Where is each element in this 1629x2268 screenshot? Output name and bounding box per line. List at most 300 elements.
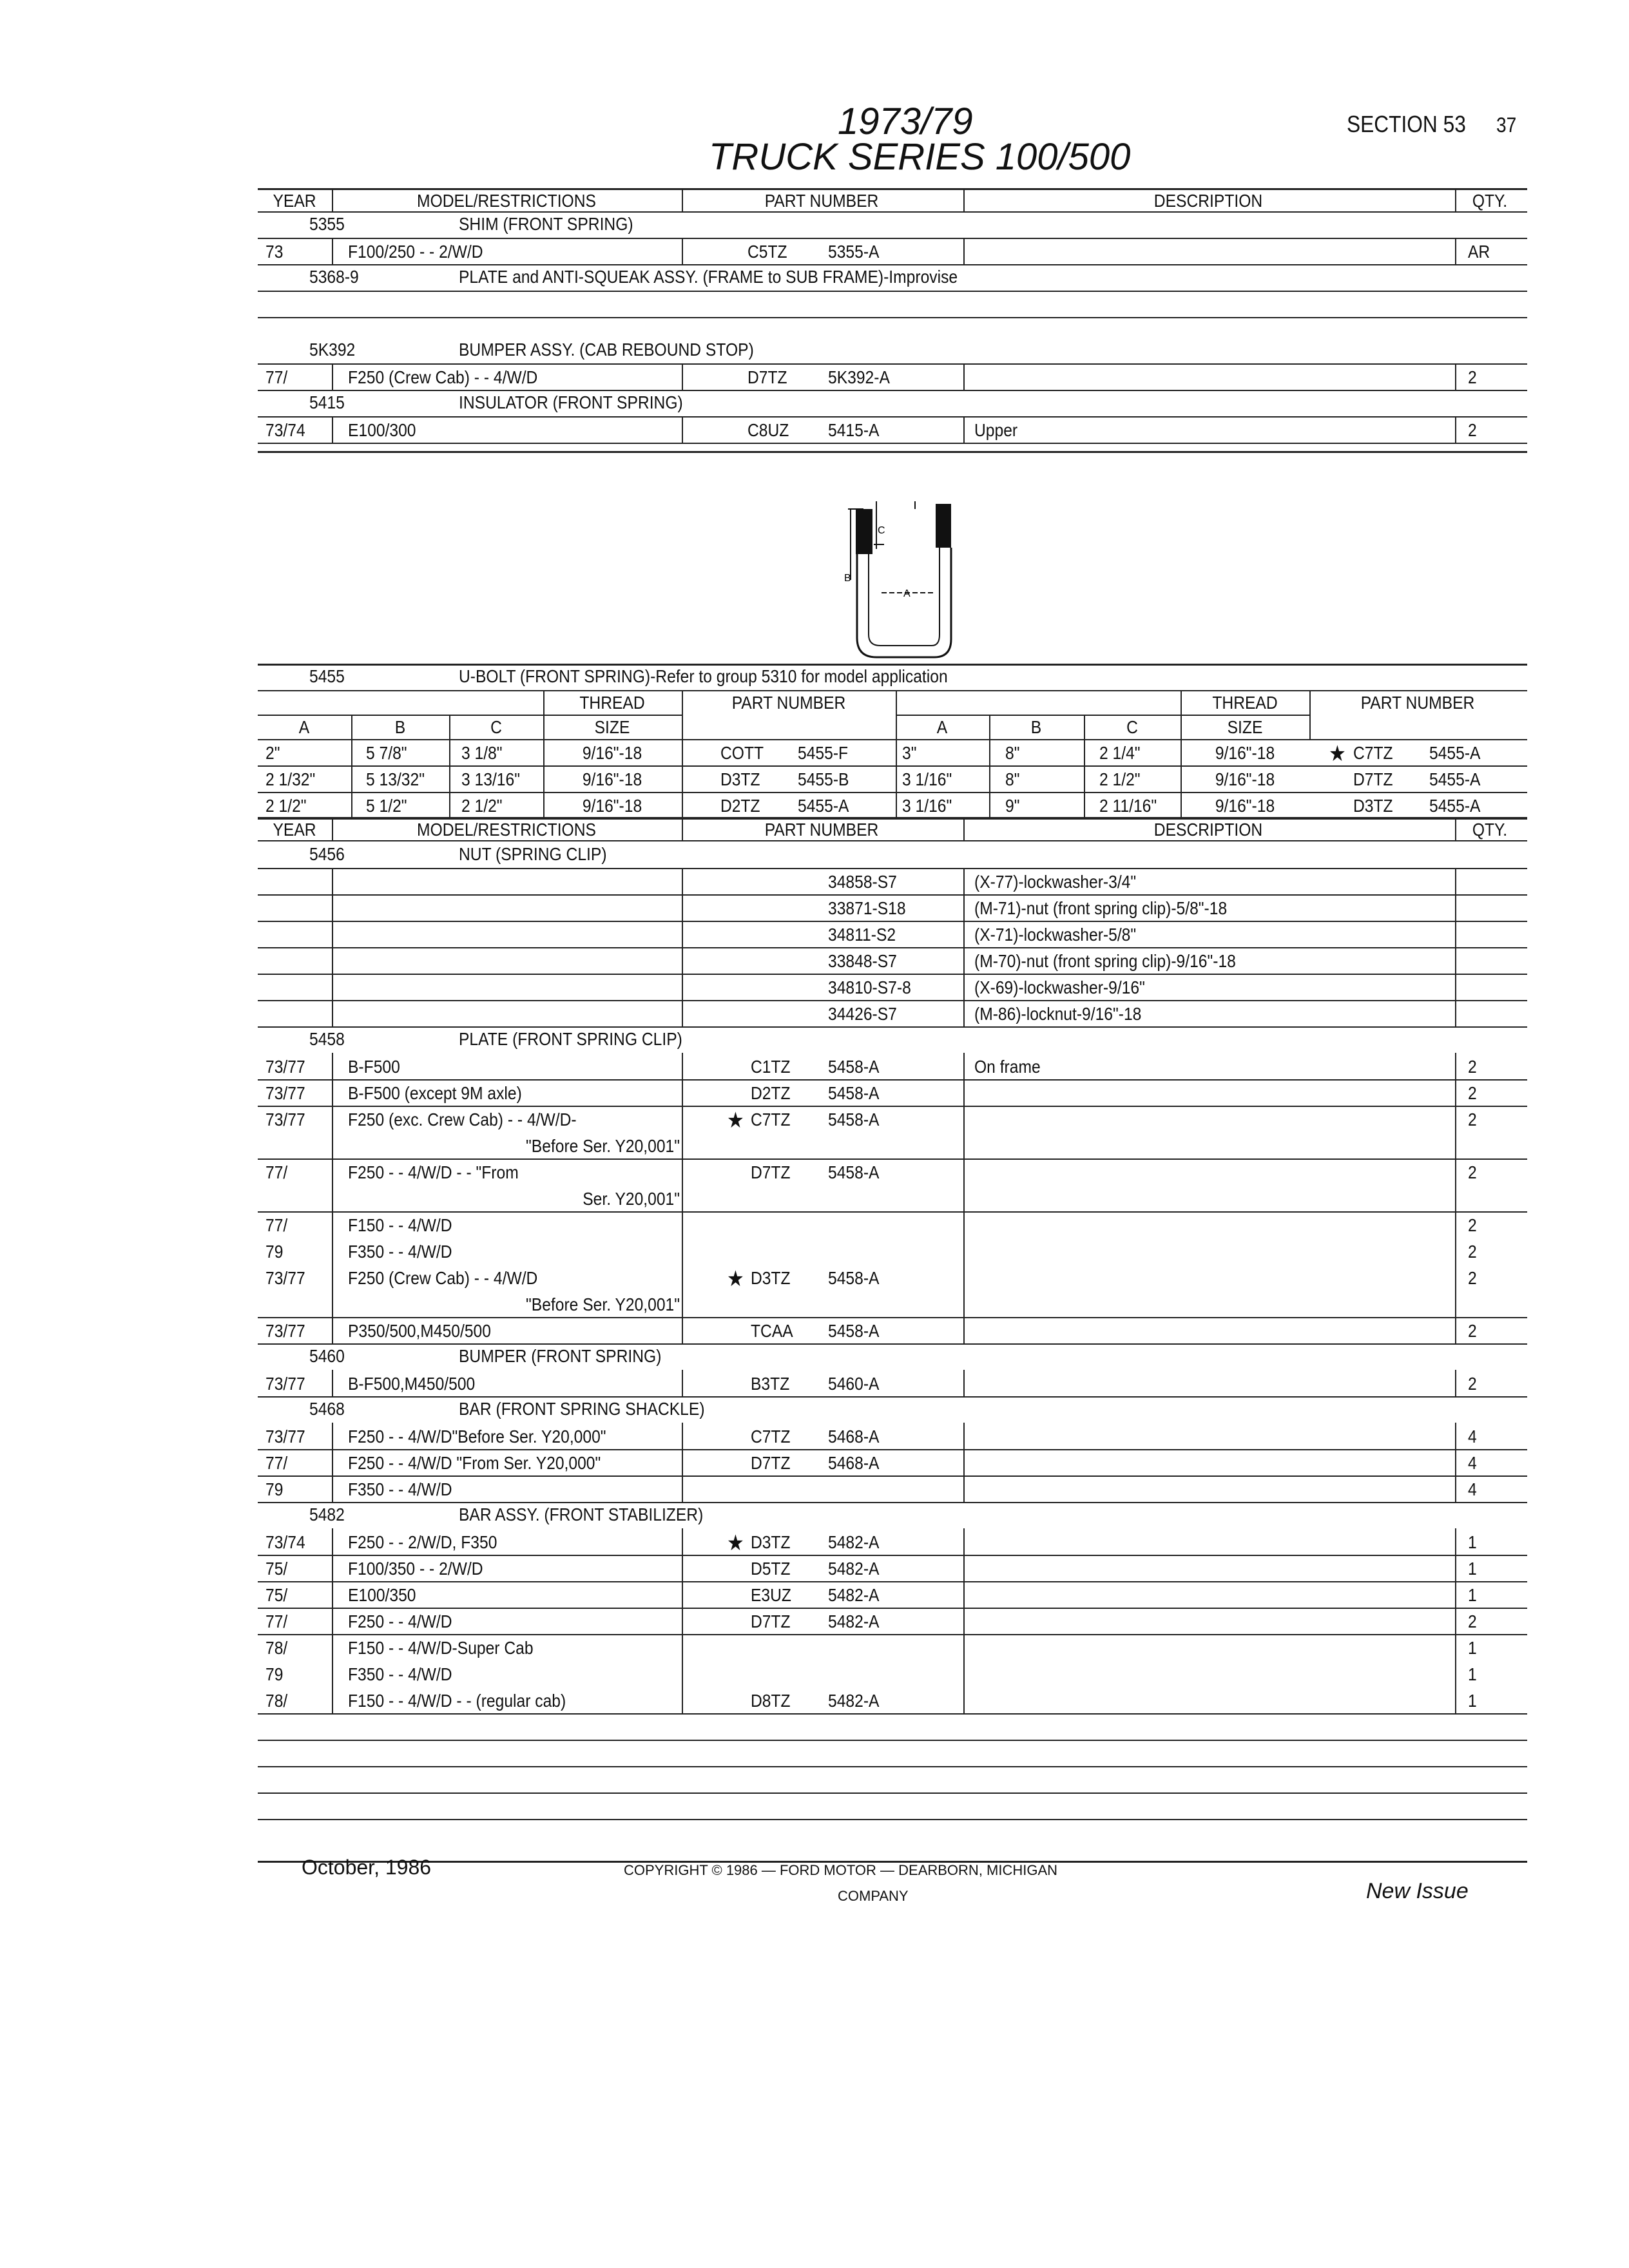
row-divider [963,1264,965,1317]
blank-rule [258,1740,1527,1741]
section-label: SECTION 53 [1347,111,1466,137]
row-divider [1455,947,1456,974]
ubolt-left-thread: 9/16"-18 [582,769,642,789]
row-part-base: 5458-A [828,1162,880,1182]
ubolt-row-divider [682,765,683,792]
ubolt-row-divider [682,739,683,765]
row-divider [963,1634,965,1660]
row-divider [1455,1634,1456,1660]
ubolt-row-divider [989,739,990,765]
row-divider [332,1106,333,1158]
row-divider [963,1053,965,1079]
row-divider [1455,1106,1456,1158]
row-year: 73/74 [265,420,305,440]
bottom-header-bottom-rule [258,840,1527,841]
row-divider [332,1475,333,1502]
row-divider [682,1528,683,1555]
row-divider [332,1555,333,1581]
row-divider [1455,363,1456,390]
row-year: 77/ [265,1162,288,1182]
ubolt-row-divider [543,739,545,765]
top-col-model: MODEL/RESTRICTIONS [417,191,596,211]
row-year: 73/77 [265,1083,305,1103]
top-col-qty: QTY. [1472,191,1508,211]
ubolt-header-divider [351,715,352,739]
row-divider [332,894,333,921]
ubolt-left-b: 5 1/2" [366,796,407,816]
row-divider [332,1423,333,1449]
ubolt-code: 5455 [309,666,345,686]
ubolt-row-divider [1084,792,1085,818]
ubolt-right-c: 2 1/2" [1099,769,1141,789]
row-qty: 2 [1468,1374,1477,1394]
row-divider [682,1555,683,1581]
row-divider [332,974,333,1000]
ubolt-col-c-left: C [490,717,502,737]
bottom-col-year: YEAR [273,820,316,840]
page-number: 37 [1496,113,1517,137]
ubolt-right-part-prefix: D3TZ [1353,796,1393,816]
group-name: INSULATOR (FRONT SPRING) [459,392,683,412]
ubolt-row-divider [896,739,897,765]
row-part-base: 5482-A [828,1559,880,1579]
row-year: 73/77 [265,1427,305,1446]
row-divider [682,1581,683,1608]
row-divider [1455,1370,1456,1396]
row-divider [1455,974,1456,1000]
row-divider [963,1581,965,1608]
row-divider [332,1000,333,1026]
u-bolt-outline [857,548,951,657]
group-code: 5482 [309,1504,345,1524]
row-qty: 2 [1468,1268,1477,1288]
group-name: PLATE (FRONT SPRING CLIP) [459,1029,682,1049]
ubolt-header-divider [682,690,683,739]
row-part-prefix: C7TZ [751,1110,791,1129]
row-divider [963,1370,965,1396]
nut-description: (X-69)-lockwasher-9/16" [974,977,1145,997]
row-qty: 2 [1468,1611,1477,1631]
row-divider [332,363,333,390]
row-model: F100/350 - - 2/W/D [348,1559,483,1579]
row-part-base: 5458-A [828,1057,880,1077]
new-part-star-icon: ★ [727,1108,744,1133]
row-rule [258,1608,1527,1609]
ubolt-right-part-base: 5455-A [1429,743,1481,763]
row-divider [1455,1158,1456,1211]
row-rule [258,1634,1527,1635]
top-header-top-rule [258,188,1527,190]
row-divider [963,1449,965,1475]
row-divider [1455,416,1456,443]
row-divider [1455,1238,1456,1264]
row-divider [332,1687,333,1713]
row-rule [258,1317,1527,1318]
row-divider [963,868,965,894]
row-rule [258,1026,1527,1028]
row-divider [963,1687,965,1713]
row-model: F150 - - 4/W/D-Super Cab [348,1638,534,1658]
row-year: 73/77 [265,1374,305,1394]
row-year: 78/ [265,1691,288,1711]
group-code: 5456 [309,844,345,864]
ubolt-row-divider [1181,765,1182,792]
group-code: 5368-9 [309,267,359,287]
ubolt-left-a: 2" [265,743,280,763]
ubolt-left-part-base: 5455-B [798,769,849,789]
ubolt-right-a: 3" [902,743,917,763]
ubolt-left-a: 2 1/2" [265,796,307,816]
row-qty: 2 [1468,1083,1477,1103]
row-rule [258,1343,1527,1345]
ubolt-row-divider [1181,792,1182,818]
u-bolt-left-thread [856,509,872,554]
ubolt-left-part-base: 5455-F [798,743,849,763]
group-code: 5458 [309,1029,345,1049]
ubolt-subheader-rule-left [258,715,682,716]
row-part-base: 5K392-A [828,367,890,387]
row-divider [963,238,965,264]
row-divider [963,1608,965,1634]
row-divider [963,1158,965,1211]
row-divider [963,1106,965,1158]
row-divider [963,1211,965,1238]
nut-part-number: 34810-S7-8 [828,977,911,997]
group-name: BUMPER (FRONT SPRING) [459,1346,662,1366]
nut-part-number: 33848-S7 [828,951,897,971]
row-divider [682,1370,683,1396]
row-part-base: 5458-A [828,1268,880,1288]
nut-description: (M-70)-nut (front spring clip)-9/16"-18 [974,951,1236,971]
row-year: 73/77 [265,1110,305,1129]
row-year: 77/ [265,1453,288,1473]
ubolt-row-divider [351,739,352,765]
row-part-base: 5482-A [828,1611,880,1631]
row-divider [963,894,965,921]
ubolt-left-part-base: 5455-A [798,796,849,816]
row-rule [258,1079,1527,1081]
row-divider [332,238,333,264]
ubolt-row-divider [989,765,990,792]
row-qty: AR [1468,242,1490,262]
ubolt-col-c-right: C [1126,717,1138,737]
ubolt-name: U-BOLT (FRONT SPRING)-Refer to group 5310 for model application [459,666,948,686]
row-divider [963,1000,965,1026]
ubolt-row-divider [449,765,450,792]
ubolt-part-number-right: PART NUMBER [1360,693,1475,713]
row-rule [258,974,1527,975]
nut-part-number: 33871-S18 [828,898,906,918]
ubolt-left-c: 2 1/2" [461,796,503,816]
row-model: F250 - - 4/W/D"Before Ser. Y20,000" [348,1427,606,1446]
row-divider [963,1423,965,1449]
ubolt-row-divider [543,792,545,818]
row-model: F150 - - 4/W/D [348,1215,452,1235]
row-rule [258,921,1527,922]
group-name: BAR ASSY. (FRONT STABILIZER) [459,1504,704,1524]
ubolt-right-thread: 9/16"-18 [1215,743,1275,763]
row-divider [963,921,965,947]
ubolt-row-divider [896,765,897,792]
row-divider [332,1370,333,1396]
bottom-header-divider [682,817,683,840]
top-section-end-rule [258,451,1527,453]
nut-group-title-rule [258,868,1527,869]
row-divider [963,947,965,974]
row-model: P350/500,M450/500 [348,1321,491,1341]
row-divider [332,1317,333,1343]
ubolt-right-a: 3 1/16" [902,769,952,789]
ubolt-row-divider [896,792,897,818]
row-divider [682,1211,683,1238]
row-year: 77/ [265,367,288,387]
row-model: F350 - - 4/W/D [348,1664,452,1684]
row-rule [258,390,1527,391]
row-divider [1455,921,1456,947]
ubolt-title-rule [258,690,1527,691]
row-part-prefix: E3UZ [751,1585,791,1605]
bottom-col-part-number: PART NUMBER [764,820,879,840]
row-rule [258,1502,1527,1503]
row-divider [332,1211,333,1238]
nut-part-number: 34858-S7 [828,872,897,892]
ubolt-size-right: SIZE [1227,717,1263,737]
page-title-year: 1973/79 [838,101,973,142]
ubolt-right-c: 2 1/4" [1099,743,1141,763]
row-qty: 4 [1468,1479,1477,1499]
row-description: On frame [974,1057,1041,1077]
footer-copyright: COPYRIGHT © 1986 — FORD MOTOR — DEARBORN, MICHIGAN [624,1862,1058,1878]
bottom-header-divider [1455,817,1456,840]
ubolt-row-divider [449,739,450,765]
row-model: F350 - - 4/W/D [348,1479,452,1499]
diagram-label-a: A [903,588,911,599]
row-divider [682,363,683,390]
row-model: F150 - - 4/W/D - - (regular cab) [348,1691,566,1711]
row-divider [332,1528,333,1555]
bottom-col-qty: QTY. [1472,820,1508,840]
row-model: F250 (Crew Cab) - - 4/W/D [348,1268,538,1288]
footer-issue: New Issue [1366,1879,1469,1903]
nut-part-number: 34426-S7 [828,1004,897,1024]
top-header-divider [1455,188,1456,211]
row-divider [332,1053,333,1079]
row-rule [258,1211,1527,1213]
row-model: F100/250 - - 2/W/D [348,242,483,262]
ubolt-col-b-right: B [1030,717,1042,737]
blank-rule [258,1766,1527,1767]
row-divider [963,1079,965,1106]
row-divider [682,416,683,443]
row-divider [963,416,965,443]
row-divider [332,921,333,947]
row-model-continued: "Before Ser. Y20,001" [526,1136,680,1156]
row-model: B-F500 [348,1057,400,1077]
row-model: F250 - - 4/W/D - - "From [348,1162,519,1182]
ubolt-thread-left: THREAD [579,693,645,713]
row-divider [682,974,683,1000]
row-qty: 1 [1468,1559,1477,1579]
row-part-prefix: C5TZ [747,242,787,262]
ubolt-left-b: 5 7/8" [366,743,407,763]
row-part-prefix: C8UZ [747,420,789,440]
row-divider [682,238,683,264]
ubolt-right-thread: 9/16"-18 [1215,769,1275,789]
row-divider [682,1475,683,1502]
row-qty: 2 [1468,420,1477,440]
row-qty: 1 [1468,1638,1477,1658]
row-part-base: 5482-A [828,1532,880,1552]
row-year: 77/ [265,1611,288,1631]
group-spacer-rule [258,317,1527,318]
row-divider [682,1106,683,1158]
ubolt-row-divider [351,792,352,818]
row-rule [258,894,1527,896]
row-part-prefix: D8TZ [751,1691,791,1711]
ubolt-left-part-prefix: COTT [720,743,764,763]
ubolt-left-a: 2 1/32" [265,769,316,789]
new-part-star-icon: ★ [1329,742,1346,766]
blank-rule [258,1792,1527,1794]
row-divider [1455,1608,1456,1634]
ubolt-right-b: 8" [1005,769,1020,789]
top-header-divider [682,188,683,211]
row-qty: 2 [1468,1215,1477,1235]
row-model: E100/300 [348,420,416,440]
ubolt-left-b: 5 13/32" [366,769,425,789]
row-rule [258,1000,1527,1001]
group-code: 5460 [309,1346,345,1366]
group-name: SHIM (FRONT SPRING) [459,214,633,234]
row-qty: 1 [1468,1664,1477,1684]
nut-part-number: 34811-S2 [828,925,896,945]
row-model: F250 - - 4/W/D "From Ser. Y20,000" [348,1453,601,1473]
diagram-label-b: B [844,573,851,584]
row-qty: 2 [1468,367,1477,387]
row-part-prefix: D3TZ [751,1532,791,1552]
ubolt-left-thread: 9/16"-18 [582,743,642,763]
bottom-col-model: MODEL/RESTRICTIONS [417,820,596,840]
row-divider [1455,1449,1456,1475]
row-divider [1455,1053,1456,1079]
row-model-continued: "Before Ser. Y20,001" [526,1294,680,1314]
ubolt-part-number-left: PART NUMBER [731,693,846,713]
row-divider [963,363,965,390]
row-divider [682,1449,683,1475]
row-model: F250 (Crew Cab) - - 4/W/D [348,367,538,387]
ubolt-right-part-base: 5455-A [1429,796,1481,816]
row-part-prefix: D2TZ [751,1083,791,1103]
group-name: PLATE and ANTI-SQUEAK ASSY. (FRAME to SUB FRAME)-Improvise [459,267,958,287]
row-rule [258,1581,1527,1582]
row-qty: 2 [1468,1321,1477,1341]
row-rule [258,1475,1527,1477]
new-part-star-icon: ★ [727,1531,744,1555]
ubolt-header-divider [1084,715,1085,739]
ubolt-right-c: 2 11/16" [1099,796,1157,816]
row-divider [332,1449,333,1475]
ubolt-row-divider [682,792,683,818]
row-model: F350 - - 4/W/D [348,1242,452,1262]
group-code: 5355 [309,214,345,234]
row-model: F250 - - 2/W/D, F350 [348,1532,497,1552]
row-divider [1455,1687,1456,1713]
ubolt-row-rule [258,765,1527,767]
row-part-prefix: TCAA [751,1321,793,1341]
row-divider [1455,894,1456,921]
row-divider [682,921,683,947]
ubolt-col-a-left: A [298,717,310,737]
row-divider [1455,238,1456,264]
row-part-base: 5468-A [828,1453,880,1473]
row-year: 73/77 [265,1057,305,1077]
row-rule [258,264,1527,265]
group-name: BUMPER ASSY. (CAB REBOUND STOP) [459,340,754,360]
row-rule [258,1449,1527,1450]
row-part-prefix: D7TZ [747,367,787,387]
row-part-base: 5468-A [828,1427,880,1446]
row-part-prefix: D7TZ [751,1453,791,1473]
row-divider [1455,1660,1456,1687]
row-qty: 2 [1468,1162,1477,1182]
row-year: 73/77 [265,1321,305,1341]
row-year: 77/ [265,1215,288,1235]
row-model: B-F500,M450/500 [348,1374,476,1394]
row-qty: 2 [1468,1057,1477,1077]
row-divider [332,1158,333,1211]
bottom-col-description: DESCRIPTION [1153,820,1263,840]
row-year: 73/74 [265,1532,305,1552]
row-divider [332,1238,333,1264]
row-divider [682,1687,683,1713]
top-header-divider [332,188,333,211]
row-divider [963,1475,965,1502]
group-code: 5K392 [309,340,356,360]
row-year: 79 [265,1242,284,1262]
row-part-prefix: C7TZ [751,1427,791,1446]
row-divider [332,1634,333,1660]
row-divider [1455,1475,1456,1502]
row-divider [682,947,683,974]
ubolt-row-divider [351,765,352,792]
row-divider [682,1000,683,1026]
row-divider [1455,1000,1456,1026]
row-divider [682,1608,683,1634]
row-model: B-F500 (except 9M axle) [348,1083,522,1103]
row-part-prefix: C1TZ [751,1057,791,1077]
top-col-year: YEAR [273,191,316,211]
row-part-prefix: D3TZ [751,1268,791,1288]
row-year: 75/ [265,1559,288,1579]
u-bolt-diagram [838,496,979,670]
ubolt-left-c: 3 13/16" [461,769,520,789]
row-rule [258,1396,1527,1398]
row-year: 79 [265,1664,284,1684]
row-divider [682,1158,683,1211]
row-divider [332,1264,333,1317]
row-model-continued: Ser. Y20,001" [583,1189,680,1209]
ubolt-right-a: 3 1/16" [902,796,952,816]
new-part-star-icon: ★ [727,1267,744,1291]
row-part-base: 5482-A [828,1691,880,1711]
row-divider [963,1528,965,1555]
ubolt-row-divider [1084,765,1085,792]
row-year: 75/ [265,1585,288,1605]
row-part-prefix: B3TZ [751,1374,790,1394]
row-divider [682,894,683,921]
ubolt-header-divider [989,715,990,739]
diagram-label-c: C [878,525,885,536]
